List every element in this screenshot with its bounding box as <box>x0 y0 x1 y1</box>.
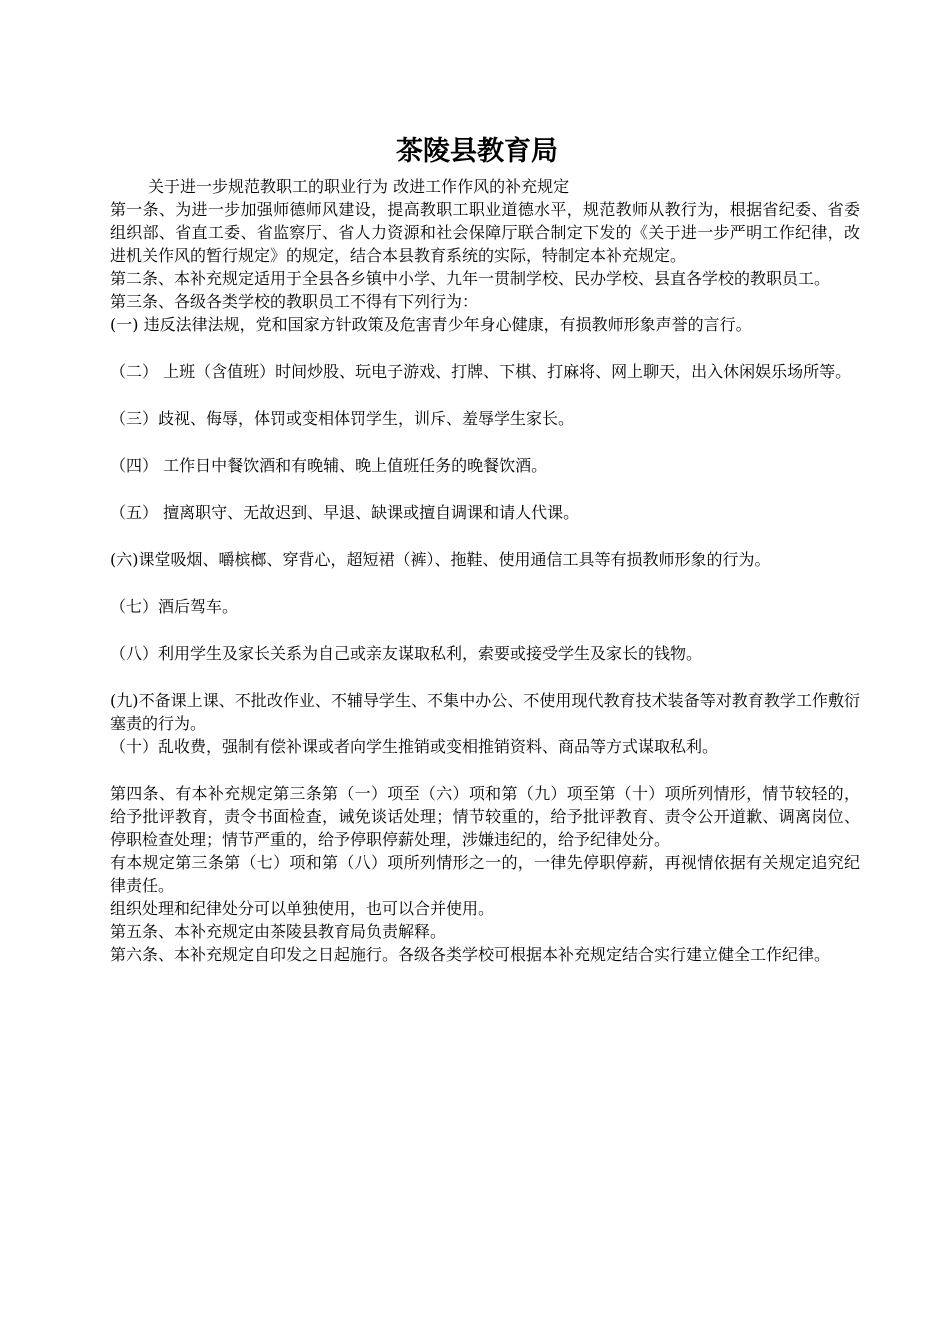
article-1: 第一条、为进一步加强师德师风建设，提高教职工职业道德水平，规范教师从教行为，根据省纪委、省委组织部、省直工委、省监察厅、省人力资源和社会保障厅联合制定下发的《关于进一步严明工作纪律，改进机关作风的暂行规定》的规定，结合本县教育系统的实际，特制定本补充规定。 <box>110 200 860 265</box>
document-title: 茶陵县教育局 <box>396 136 558 167</box>
article-4: 第四条、有本补充规定第三条第（一）项至（六）项和第（九）项至第（十）项所列情形，情节较轻的，给予批评教育，责令书面检查，诫免谈话处理；情节较重的，给予批评教育、责令公开道歉、调离岗位、停职检查处理；情节严重的，给予停职停薪处理，涉嫌违纪的，给予纪律处分。 <box>110 784 860 849</box>
clause-7: （七）酒后驾车。 <box>110 597 239 616</box>
article-6: 第六条、本补充规定自印发之日起施行。各级各类学校可根据本补充规定结合实行建立健全工作纪律。 <box>110 945 831 964</box>
clause-8: （八）利用学生及家长关系为自己或亲友谋取私利，索要或接受学生及家长的钱物。 <box>110 644 703 663</box>
clause-4: （四） 工作日中餐饮酒和有晚辅、晚上值班任务的晚餐饮酒。 <box>110 456 548 475</box>
document-subtitle: 关于进一步规范教职工的职业行为 改进工作作风的补充规定 <box>148 177 570 196</box>
clause-9: (九)不备课上课、不批改作业、不辅导学生、不集中办公、不使用现代教育技术装备等对教育教学工作敷衍塞责的行为。 <box>110 691 860 733</box>
clause-10: （十）乱收费，强制有偿补课或者向学生推销或变相推销资料、商品等方式谋取私利。 <box>110 737 719 756</box>
clause-2: （二） 上班（含值班）时间炒股、玩电子游戏、打牌、下棋、打麻将、网上聊天，出入休闲娱乐场所等。 <box>110 362 852 381</box>
article-2: 第二条、本补充规定适用于全县各乡镇中小学、九年一贯制学校、民办学校、县直各学校的教职员工。 <box>110 269 831 288</box>
article-4-note: 组织处理和纪律处分可以单独使用，也可以合并使用。 <box>110 899 495 918</box>
clause-3: （三）歧视、侮辱，体罚或变相体罚学生，训斥、羞辱学生家长。 <box>110 409 575 428</box>
clause-5: （五） 擅离职守、无故迟到、早退、缺课或擅自调课和请人代课。 <box>110 503 580 522</box>
clause-1: (一) 违反法律法规，党和国家方针政策及危害青少年身心健康，有损教师形象声誉的言行。 <box>110 315 752 334</box>
article-3: 第三条、各级各类学校的教职员工不得有下列行为： <box>110 292 479 311</box>
article-4-supplement: 有本规定第三条第（七）项和第（八）项所列情形之一的，一律先停职停薪，再视情依据有关规定追究纪律责任。 <box>110 853 860 895</box>
article-5: 第五条、本补充规定由茶陵县教育局负责解释。 <box>110 922 447 941</box>
clause-6: (六)课堂吸烟、嚼槟榔、穿背心，超短裙（裤）、拖鞋、使用通信工具等有损教师形象的行为。 <box>110 550 771 569</box>
